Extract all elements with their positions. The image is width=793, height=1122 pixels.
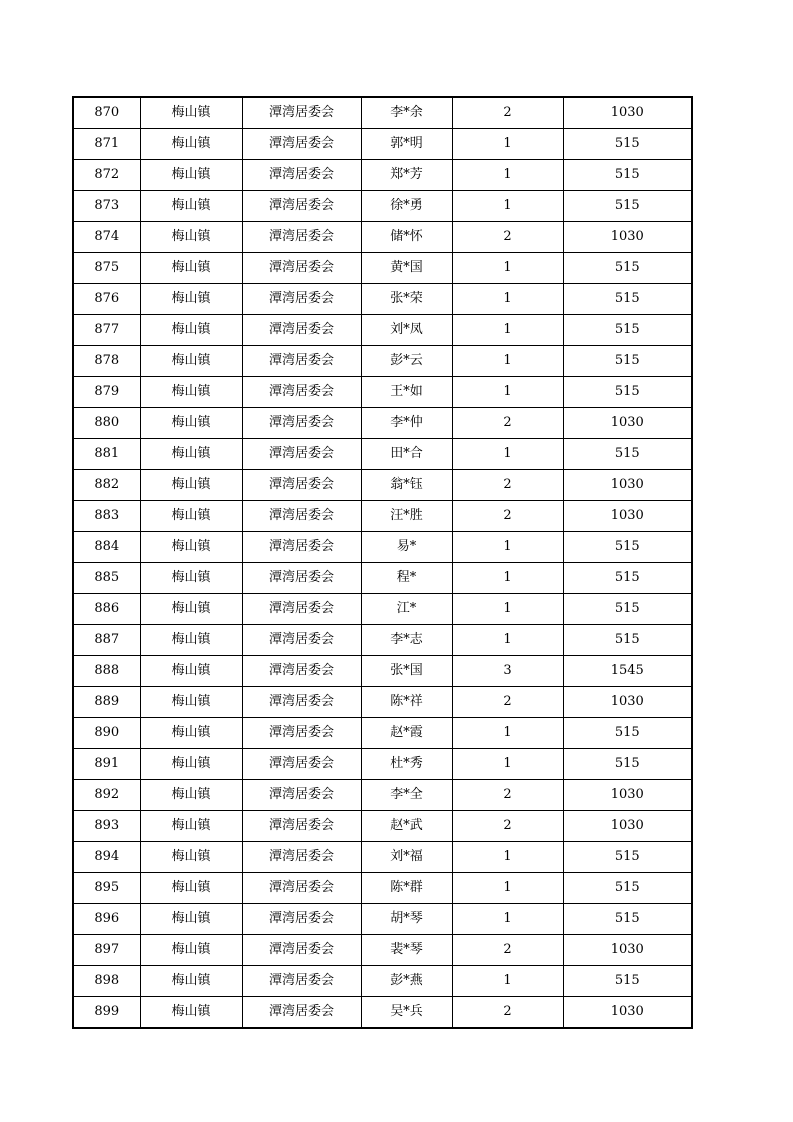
row-number-cell: 878	[73, 346, 140, 377]
table-row	[73, 315, 692, 346]
household-size-cell: 2	[452, 501, 563, 532]
amount-cell: 515	[563, 532, 692, 563]
row-number-cell: 877	[73, 315, 140, 346]
committee-cell: 潭湾居委会	[242, 997, 361, 1029]
amount-cell: 1030	[563, 935, 692, 966]
amount-cell: 515	[563, 594, 692, 625]
town-cell: 梅山镇	[140, 749, 242, 780]
household-size-cell: 1	[452, 563, 563, 594]
table-row	[73, 222, 692, 253]
household-size-cell: 1	[452, 377, 563, 408]
committee-cell: 潭湾居委会	[242, 904, 361, 935]
amount-cell: 1030	[563, 470, 692, 501]
amount-cell: 515	[563, 625, 692, 656]
row-number-cell: 889	[73, 687, 140, 718]
household-size-cell: 1	[452, 160, 563, 191]
row-number-cell: 886	[73, 594, 140, 625]
committee-cell: 潭湾居委会	[242, 222, 361, 253]
roster-table	[72, 96, 693, 1029]
name-cell: 吴*兵	[361, 997, 452, 1029]
town-cell: 梅山镇	[140, 439, 242, 470]
table-row	[73, 377, 692, 408]
table-row	[73, 935, 692, 966]
row-number-cell: 880	[73, 408, 140, 439]
name-cell: 储*怀	[361, 222, 452, 253]
amount-cell: 1545	[563, 656, 692, 687]
table-row	[73, 966, 692, 997]
row-number-cell: 876	[73, 284, 140, 315]
table-row	[73, 811, 692, 842]
amount-cell: 515	[563, 377, 692, 408]
household-size-cell: 1	[452, 129, 563, 160]
amount-cell: 515	[563, 904, 692, 935]
household-size-cell: 1	[452, 284, 563, 315]
committee-cell: 潭湾居委会	[242, 656, 361, 687]
row-number-cell: 896	[73, 904, 140, 935]
row-number-cell: 897	[73, 935, 140, 966]
row-number-cell: 893	[73, 811, 140, 842]
committee-cell: 潭湾居委会	[242, 811, 361, 842]
amount-cell: 1030	[563, 780, 692, 811]
table-row	[73, 253, 692, 284]
town-cell: 梅山镇	[140, 625, 242, 656]
committee-cell: 潭湾居委会	[242, 160, 361, 191]
committee-cell: 潭湾居委会	[242, 625, 361, 656]
household-size-cell: 2	[452, 935, 563, 966]
town-cell: 梅山镇	[140, 408, 242, 439]
amount-cell: 1030	[563, 501, 692, 532]
committee-cell: 潭湾居委会	[242, 284, 361, 315]
row-number-cell: 885	[73, 563, 140, 594]
row-number-cell: 892	[73, 780, 140, 811]
row-number-cell: 887	[73, 625, 140, 656]
name-cell: 李*仲	[361, 408, 452, 439]
row-number-cell: 874	[73, 222, 140, 253]
table-row	[73, 904, 692, 935]
name-cell: 彭*燕	[361, 966, 452, 997]
name-cell: 赵*霞	[361, 718, 452, 749]
table-row	[73, 563, 692, 594]
name-cell: 张*荣	[361, 284, 452, 315]
town-cell: 梅山镇	[140, 377, 242, 408]
committee-cell: 潭湾居委会	[242, 842, 361, 873]
committee-cell: 潭湾居委会	[242, 501, 361, 532]
amount-cell: 515	[563, 842, 692, 873]
committee-cell: 潭湾居委会	[242, 687, 361, 718]
name-cell: 黄*国	[361, 253, 452, 284]
table-row	[73, 129, 692, 160]
town-cell: 梅山镇	[140, 470, 242, 501]
name-cell: 江*	[361, 594, 452, 625]
committee-cell: 潭湾居委会	[242, 377, 361, 408]
town-cell: 梅山镇	[140, 780, 242, 811]
table-row	[73, 842, 692, 873]
committee-cell: 潭湾居委会	[242, 470, 361, 501]
committee-cell: 潭湾居委会	[242, 315, 361, 346]
household-size-cell: 1	[452, 842, 563, 873]
amount-cell: 515	[563, 253, 692, 284]
table-row	[73, 439, 692, 470]
table-row	[73, 97, 692, 129]
committee-cell: 潭湾居委会	[242, 129, 361, 160]
row-number-cell: 873	[73, 191, 140, 222]
household-size-cell: 1	[452, 594, 563, 625]
town-cell: 梅山镇	[140, 97, 242, 129]
household-size-cell: 1	[452, 873, 563, 904]
committee-cell: 潭湾居委会	[242, 780, 361, 811]
household-size-cell: 1	[452, 532, 563, 563]
row-number-cell: 872	[73, 160, 140, 191]
amount-cell: 515	[563, 284, 692, 315]
town-cell: 梅山镇	[140, 532, 242, 563]
household-size-cell: 2	[452, 997, 563, 1029]
table-row	[73, 687, 692, 718]
household-size-cell: 2	[452, 222, 563, 253]
name-cell: 田*合	[361, 439, 452, 470]
town-cell: 梅山镇	[140, 160, 242, 191]
amount-cell: 515	[563, 563, 692, 594]
household-size-cell: 2	[452, 470, 563, 501]
committee-cell: 潭湾居委会	[242, 408, 361, 439]
name-cell: 刘*凤	[361, 315, 452, 346]
household-size-cell: 1	[452, 191, 563, 222]
committee-cell: 潭湾居委会	[242, 253, 361, 284]
name-cell: 张*国	[361, 656, 452, 687]
town-cell: 梅山镇	[140, 811, 242, 842]
town-cell: 梅山镇	[140, 129, 242, 160]
amount-cell: 1030	[563, 997, 692, 1029]
committee-cell: 潭湾居委会	[242, 346, 361, 377]
name-cell: 李*全	[361, 780, 452, 811]
amount-cell: 1030	[563, 811, 692, 842]
household-size-cell: 2	[452, 811, 563, 842]
committee-cell: 潭湾居委会	[242, 935, 361, 966]
town-cell: 梅山镇	[140, 222, 242, 253]
table-row	[73, 780, 692, 811]
name-cell: 胡*琴	[361, 904, 452, 935]
amount-cell: 515	[563, 315, 692, 346]
name-cell: 郭*明	[361, 129, 452, 160]
committee-cell: 潭湾居委会	[242, 563, 361, 594]
row-number-cell: 871	[73, 129, 140, 160]
town-cell: 梅山镇	[140, 873, 242, 904]
household-size-cell: 1	[452, 966, 563, 997]
row-number-cell: 894	[73, 842, 140, 873]
table-row	[73, 470, 692, 501]
committee-cell: 潭湾居委会	[242, 439, 361, 470]
table-row	[73, 594, 692, 625]
household-size-cell: 1	[452, 346, 563, 377]
name-cell: 郑*芳	[361, 160, 452, 191]
amount-cell: 515	[563, 966, 692, 997]
town-cell: 梅山镇	[140, 191, 242, 222]
amount-cell: 515	[563, 749, 692, 780]
row-number-cell: 898	[73, 966, 140, 997]
household-size-cell: 1	[452, 625, 563, 656]
table-row	[73, 532, 692, 563]
name-cell: 王*如	[361, 377, 452, 408]
household-size-cell: 1	[452, 718, 563, 749]
town-cell: 梅山镇	[140, 594, 242, 625]
household-size-cell: 2	[452, 97, 563, 129]
row-number-cell: 881	[73, 439, 140, 470]
household-size-cell: 2	[452, 780, 563, 811]
committee-cell: 潭湾居委会	[242, 966, 361, 997]
row-number-cell: 875	[73, 253, 140, 284]
amount-cell: 515	[563, 160, 692, 191]
committee-cell: 潭湾居委会	[242, 718, 361, 749]
household-size-cell: 1	[452, 439, 563, 470]
row-number-cell: 890	[73, 718, 140, 749]
name-cell: 程*	[361, 563, 452, 594]
name-cell: 易*	[361, 532, 452, 563]
row-number-cell: 870	[73, 97, 140, 129]
name-cell: 赵*武	[361, 811, 452, 842]
household-size-cell: 3	[452, 656, 563, 687]
row-number-cell: 883	[73, 501, 140, 532]
row-number-cell: 888	[73, 656, 140, 687]
amount-cell: 1030	[563, 222, 692, 253]
table-row	[73, 160, 692, 191]
table-row	[73, 408, 692, 439]
amount-cell: 515	[563, 439, 692, 470]
town-cell: 梅山镇	[140, 904, 242, 935]
table-row	[73, 873, 692, 904]
table-row	[73, 191, 692, 222]
household-size-cell: 1	[452, 749, 563, 780]
table-row	[73, 284, 692, 315]
town-cell: 梅山镇	[140, 284, 242, 315]
table-row	[73, 749, 692, 780]
committee-cell: 潭湾居委会	[242, 873, 361, 904]
table-row	[73, 625, 692, 656]
amount-cell: 515	[563, 718, 692, 749]
town-cell: 梅山镇	[140, 687, 242, 718]
town-cell: 梅山镇	[140, 842, 242, 873]
row-number-cell: 882	[73, 470, 140, 501]
amount-cell: 515	[563, 129, 692, 160]
name-cell: 彭*云	[361, 346, 452, 377]
household-size-cell: 1	[452, 315, 563, 346]
name-cell: 陈*祥	[361, 687, 452, 718]
row-number-cell: 879	[73, 377, 140, 408]
table-row	[73, 656, 692, 687]
row-number-cell: 899	[73, 997, 140, 1029]
roster-table-body	[73, 97, 692, 1028]
amount-cell: 1030	[563, 408, 692, 439]
town-cell: 梅山镇	[140, 966, 242, 997]
town-cell: 梅山镇	[140, 315, 242, 346]
town-cell: 梅山镇	[140, 718, 242, 749]
town-cell: 梅山镇	[140, 997, 242, 1029]
committee-cell: 潭湾居委会	[242, 749, 361, 780]
name-cell: 汪*胜	[361, 501, 452, 532]
name-cell: 杜*秀	[361, 749, 452, 780]
name-cell: 刘*福	[361, 842, 452, 873]
row-number-cell: 895	[73, 873, 140, 904]
household-size-cell: 2	[452, 687, 563, 718]
town-cell: 梅山镇	[140, 656, 242, 687]
town-cell: 梅山镇	[140, 253, 242, 284]
town-cell: 梅山镇	[140, 346, 242, 377]
amount-cell: 1030	[563, 687, 692, 718]
row-number-cell: 884	[73, 532, 140, 563]
name-cell: 裴*琴	[361, 935, 452, 966]
amount-cell: 515	[563, 346, 692, 377]
town-cell: 梅山镇	[140, 501, 242, 532]
committee-cell: 潭湾居委会	[242, 191, 361, 222]
committee-cell: 潭湾居委会	[242, 532, 361, 563]
household-size-cell: 2	[452, 408, 563, 439]
name-cell: 李*余	[361, 97, 452, 129]
committee-cell: 潭湾居委会	[242, 594, 361, 625]
town-cell: 梅山镇	[140, 935, 242, 966]
amount-cell: 1030	[563, 97, 692, 129]
household-size-cell: 1	[452, 253, 563, 284]
amount-cell: 515	[563, 873, 692, 904]
name-cell: 徐*勇	[361, 191, 452, 222]
committee-cell: 潭湾居委会	[242, 97, 361, 129]
row-number-cell: 891	[73, 749, 140, 780]
name-cell: 陈*群	[361, 873, 452, 904]
table-row	[73, 718, 692, 749]
amount-cell: 515	[563, 191, 692, 222]
household-size-cell: 1	[452, 904, 563, 935]
table-row	[73, 997, 692, 1029]
name-cell: 李*志	[361, 625, 452, 656]
town-cell: 梅山镇	[140, 563, 242, 594]
table-row	[73, 346, 692, 377]
name-cell: 翁*钰	[361, 470, 452, 501]
table-row	[73, 501, 692, 532]
